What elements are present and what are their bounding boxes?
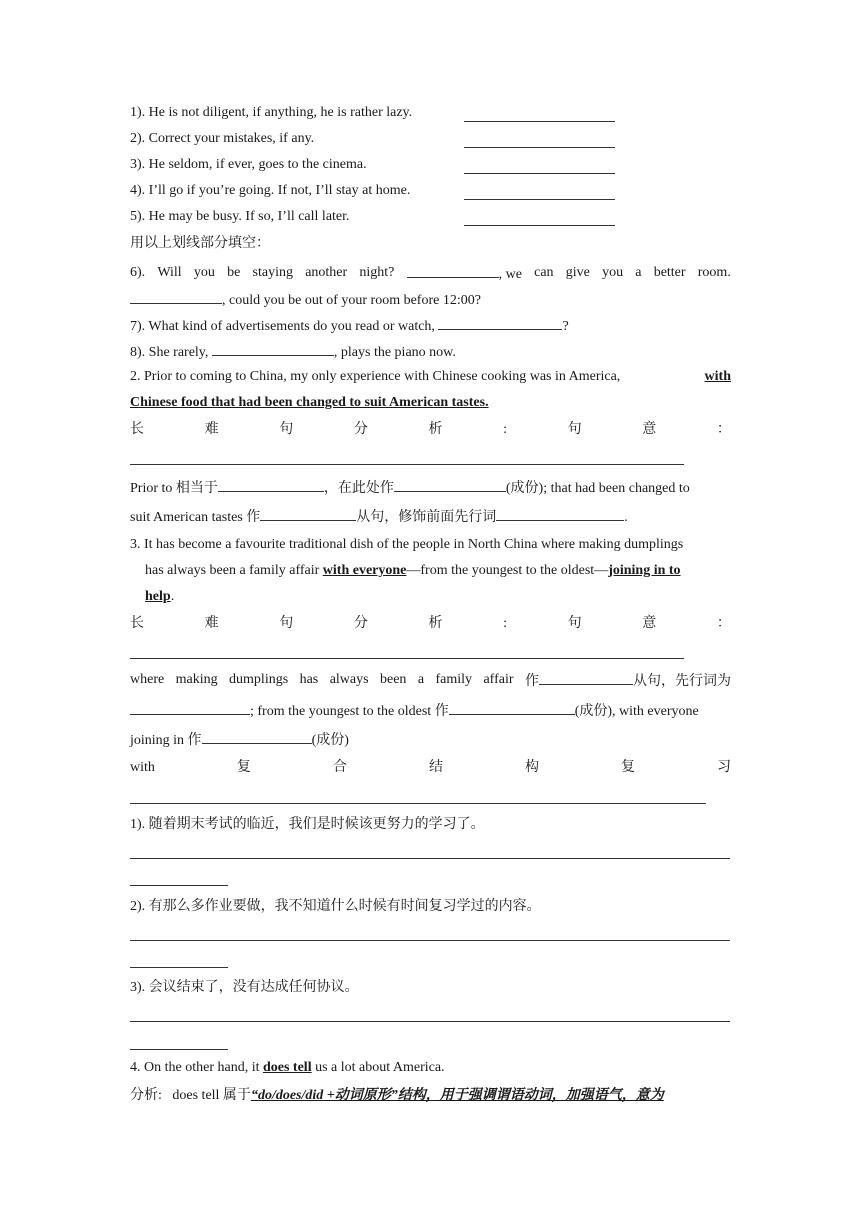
sentence-2-line-2: Chinese food that had been changed to suit American tastes. bbox=[130, 395, 489, 410]
translation-2: 2). 有那么多作业要做，我不知道什么时候有时间复习学过的内容。 bbox=[130, 899, 541, 914]
answer-blank-2[interactable] bbox=[464, 146, 615, 148]
q6-word: room. bbox=[697, 265, 731, 280]
sentence-3-line-2: has always been a family affair with everyone—from the youngest to the oldest—joining in to bbox=[145, 563, 681, 578]
q6-word: a bbox=[635, 265, 642, 280]
fill-blank[interactable] bbox=[260, 506, 356, 521]
s3-fill-line-1: where making dumplings has always been a family affair 作 从句，先行词为 bbox=[130, 672, 731, 689]
answer-blank-3[interactable] bbox=[464, 172, 615, 174]
q6-line-2: , could you be out of your room before 12:00? bbox=[130, 289, 481, 311]
item-3: 3). He seldom, if ever, goes to the cinema. bbox=[130, 157, 367, 172]
q6-word: better bbox=[653, 265, 686, 280]
q7-blank[interactable] bbox=[438, 315, 562, 330]
sentence-3-line-3: help. bbox=[145, 589, 175, 604]
fill-instruction: 用以上划线部分填空： bbox=[130, 236, 270, 251]
fill-blank[interactable] bbox=[218, 477, 324, 492]
answer-line[interactable] bbox=[130, 857, 730, 859]
q6-line-1 bbox=[130, 263, 731, 285]
answer-blank-1[interactable] bbox=[464, 120, 615, 122]
item-2: 2). Correct your mistakes, if any. bbox=[130, 131, 315, 146]
answer-line[interactable] bbox=[130, 1020, 730, 1022]
s3-fill-line-3: joining in 作 (成份) bbox=[130, 729, 349, 751]
translation-1: 1). 随着期末考试的临近，我们是时候该更努力的学习了。 bbox=[130, 817, 485, 832]
q6-word: Will bbox=[157, 265, 182, 280]
q6-word: another bbox=[305, 265, 348, 280]
s3-fill-line-2: ; from the youngest to the oldest 作 (成份), with everyone bbox=[130, 700, 699, 722]
answer-line[interactable] bbox=[130, 1048, 228, 1050]
fill-blank[interactable] bbox=[130, 700, 250, 715]
analysis-heading-2: 长 难 句 分 析 : 句 意 ： bbox=[130, 616, 731, 631]
q8: 8). She rarely, , plays the piano now. bbox=[130, 341, 456, 363]
s2-fill-line-1: Prior to 相当于 ，在此处作 (成份); that had been changed to bbox=[130, 477, 690, 499]
answer-line[interactable] bbox=[130, 802, 706, 804]
fill-blank[interactable] bbox=[449, 700, 575, 715]
q6-word: you bbox=[193, 265, 215, 280]
q6-blank-2[interactable] bbox=[130, 289, 222, 304]
answer-line[interactable] bbox=[130, 884, 228, 886]
with-review-heading: with 复 合 结 构 复 习 bbox=[130, 760, 731, 775]
q6-word: 6). bbox=[130, 265, 146, 280]
translation-3: 3). 会议结束了，没有达成任何协议。 bbox=[130, 980, 359, 995]
q6-word: be bbox=[227, 265, 241, 280]
q6-blank-1[interactable]: , we bbox=[407, 263, 522, 285]
answer-blank-5[interactable] bbox=[464, 224, 615, 226]
sentence-3-line-1: 3. It has become a favourite traditional dish of the people in North China where making dumplings bbox=[130, 537, 684, 552]
item-4: 4). I’ll go if you’re going. If not, I’ll stay at home. bbox=[130, 183, 411, 198]
fill-blank[interactable] bbox=[202, 729, 312, 744]
q6-word: give bbox=[565, 265, 590, 280]
q6-word: night? bbox=[359, 265, 395, 280]
answer-line[interactable] bbox=[130, 657, 684, 659]
fill-blank[interactable] bbox=[539, 670, 633, 685]
fill-blank[interactable] bbox=[496, 506, 624, 521]
analysis-4: 分析: does tell 属于“do/does/did +动词原形”结构，用于强调谓语动词，加强语气，意为 bbox=[130, 1088, 664, 1103]
answer-blank-4[interactable] bbox=[464, 198, 615, 200]
q7: 7). What kind of advertisements do you read or watch, ? bbox=[130, 315, 569, 337]
q6-word: staying bbox=[252, 265, 293, 280]
q6-word: you bbox=[602, 265, 624, 280]
sentence-2-line-1: 2. Prior to coming to China, my only experience with Chinese cooking was in America, with bbox=[130, 369, 731, 384]
analysis-heading-1: 长 难 句 分 析 : 句 意 ： bbox=[130, 422, 731, 437]
q6-word: can bbox=[534, 265, 554, 280]
sentence-4: 4. On the other hand, it does tell us a lot about America. bbox=[130, 1060, 445, 1075]
q8-blank[interactable] bbox=[212, 341, 334, 356]
answer-line[interactable] bbox=[130, 966, 228, 968]
s2-fill-line-2: suit American tastes 作 从句，修饰前面先行词 . bbox=[130, 506, 628, 528]
item-5: 5). He may be busy. If so, I’ll call later. bbox=[130, 209, 350, 224]
answer-line[interactable] bbox=[130, 939, 730, 941]
item-1: 1). He is not diligent, if anything, he is rather lazy. bbox=[130, 105, 413, 120]
answer-line[interactable] bbox=[130, 463, 684, 465]
fill-blank[interactable] bbox=[394, 477, 506, 492]
